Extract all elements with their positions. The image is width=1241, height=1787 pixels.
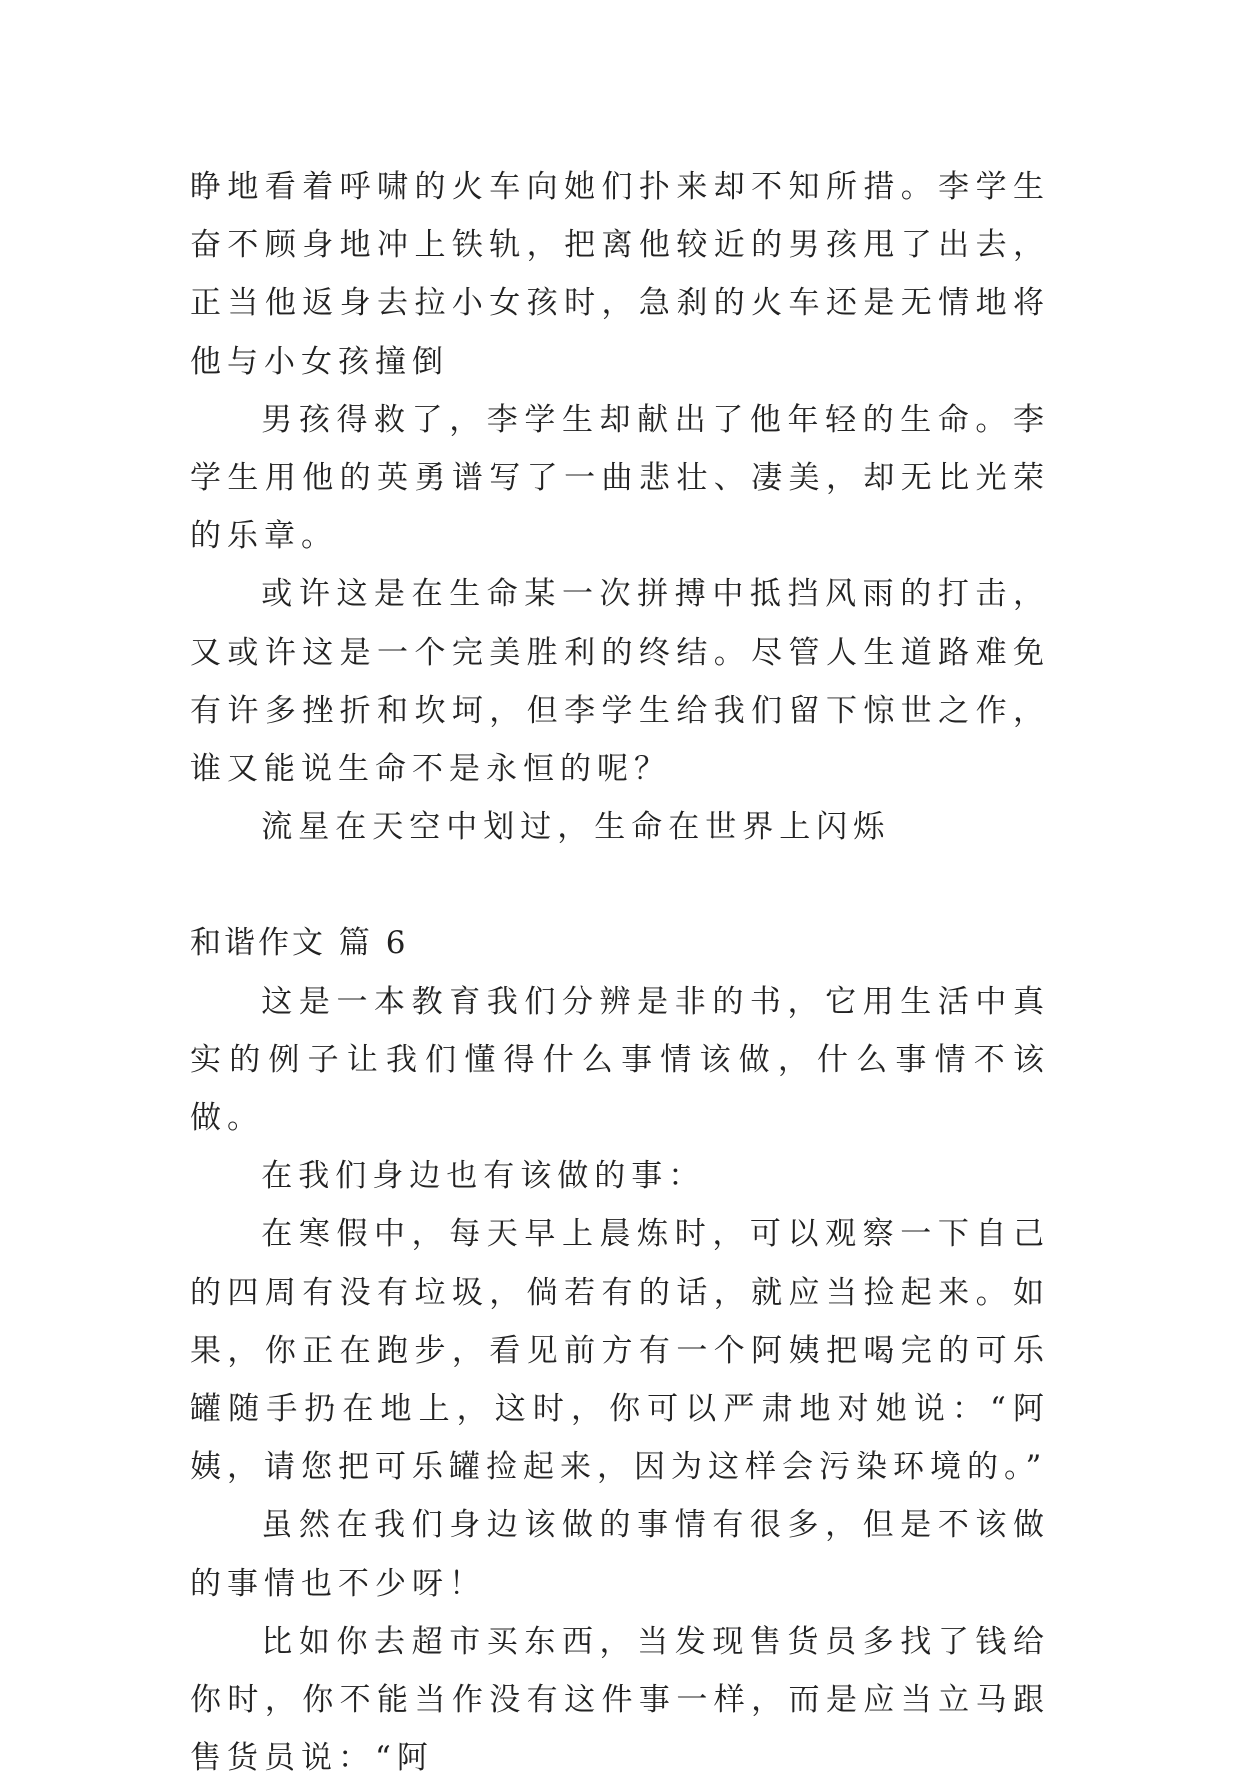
paragraph-continued: 睁地看着呼啸的火车向她们扑来却不知所措。李学生奋不顾身地冲上铁轨，把离他较近的男孩甩了出去，正当他返身去拉小女孩时，急刹的火车还是无情地将他与小女孩撞倒 bbox=[190, 169, 1050, 380]
paragraph: 男孩得救了，李学生却献出了他年轻的生命。李学生用他的英勇谱写了一曲悲壮、凄美，却无比光荣的乐章。 bbox=[190, 401, 1050, 555]
paragraph: 这是一本教育我们分辨是非的书，它用生活中真实的例子让我们懂得什么事情该做，什么事情不该做。 bbox=[190, 983, 1050, 1137]
paragraph: 流星在天空中划过，生命在世界上闪烁 bbox=[261, 809, 891, 846]
paragraph: 或许这是在生命某一次拼搏中抵挡风雨的打击，又或许这是一个完美胜利的终结。尽管人生道路难免有许多挫折和坎坷，但李学生给我们留下惊世之作，谁又能说生命不是永恒的呢？ bbox=[190, 576, 1050, 788]
paragraph: 在寒假中，每天早上晨炼时，可以观察一下自己的四周有没有垃圾，倘若有的话，就应当捡起来。如果，你正在跑步，看见前方有一个阿姨把喝完的可乐罐随手扔在地上，这时，你可以严肃地对她说：“阿姨，请您把可乐罐捡起来，因为这样会污染环境的。” bbox=[190, 1216, 1050, 1486]
paragraph: 虽然在我们身边该做的事情有很多，但是不该做的事情也不少呀！ bbox=[190, 1507, 1050, 1602]
paragraph: 比如你去超市买东西，当发现售货员多找了钱给你时，你不能当作没有这件事一样，而是应当立马跟售货员说：“阿 bbox=[190, 1623, 1050, 1777]
section-heading: 和谐作文 篇 6 bbox=[190, 925, 409, 962]
document-body bbox=[190, 158, 1050, 1787]
paragraph: 在我们身边也有该做的事： bbox=[261, 1158, 706, 1195]
